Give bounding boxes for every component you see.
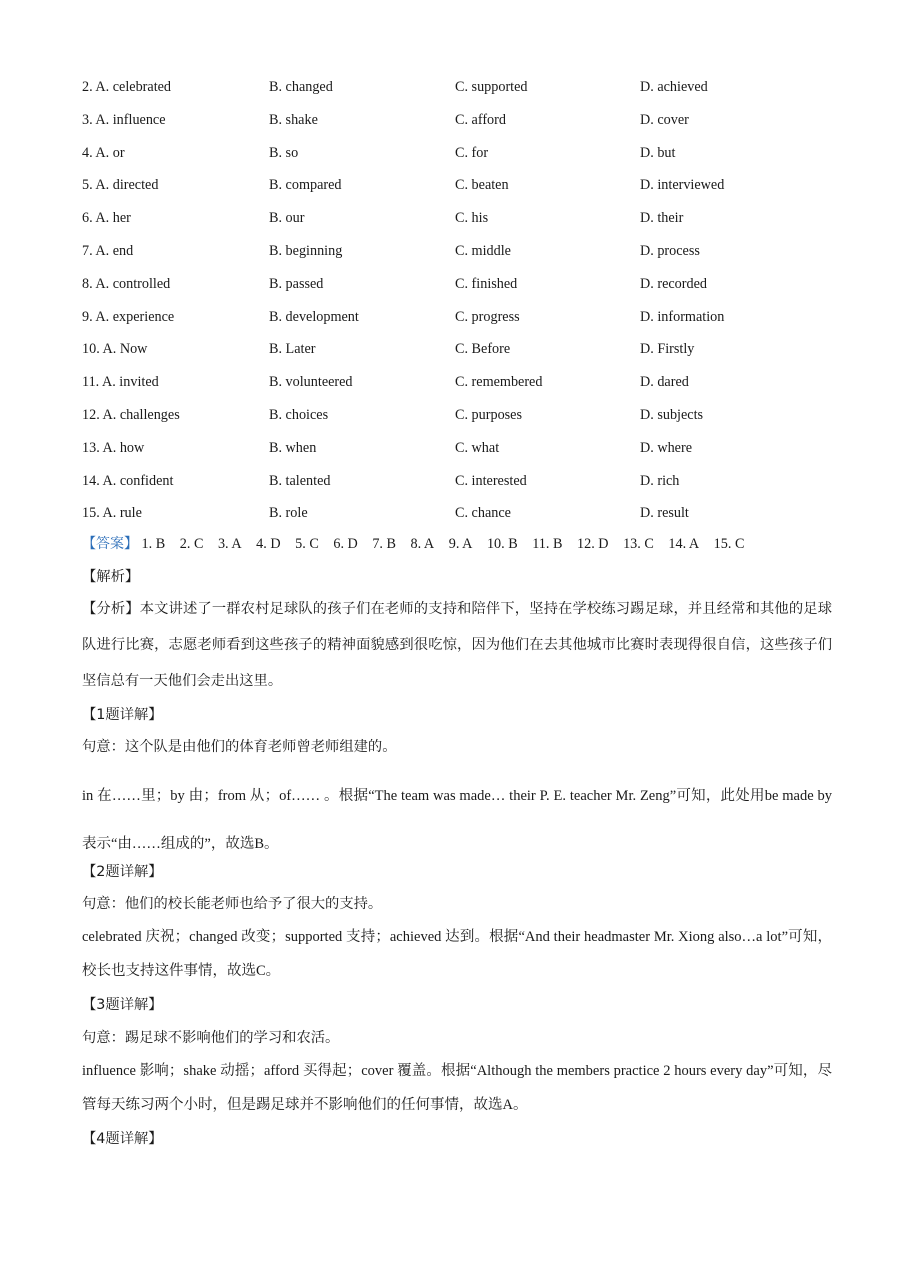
option-b: B. shake (269, 111, 318, 128)
option-b: B. Later (269, 341, 316, 358)
answer-line (82, 532, 755, 556)
option-a: 6. A. her (82, 210, 131, 227)
option-a: 9. A. experience (82, 308, 175, 325)
option-d: D. interviewed (640, 177, 725, 194)
option-b: B. compared (269, 177, 342, 194)
answer-item: 11. B (532, 536, 563, 552)
option-b: B. choices (269, 406, 329, 423)
analysis-summary: 【分析】本文讲述了一群农村足球队的孩子们在老师的支持和陪伴下，坚持在学校练习踢足球，并且经常和其他的足球队进行比赛，志愿老师看到这些孩子的精神面貌感到很吃惊，因为他们在去其他城市比赛时表现得很自信，这些孩子们坚信总有一天他们会走出这里。 (82, 601, 832, 689)
option-row-10 (82, 337, 862, 370)
option-row-12 (82, 403, 862, 436)
option-d: D. recorded (640, 275, 707, 292)
option-b: B. talented (269, 472, 331, 489)
option-d: D. but (640, 144, 676, 161)
option-a: 7. A. end (82, 242, 134, 259)
q3-title: 【3题详解】 (82, 997, 163, 1013)
option-b: B. beginning (269, 242, 343, 259)
option-d: D. cover (640, 111, 689, 128)
answer-item: 1. B (141, 536, 166, 552)
option-row-7 (82, 239, 862, 272)
option-d: D. where (640, 439, 692, 456)
option-c: C. afford (455, 111, 506, 128)
answer-item: 15. C (713, 536, 745, 552)
options-list (82, 75, 862, 534)
option-row-2 (82, 75, 862, 108)
option-d: D. information (640, 308, 725, 325)
q3-explanation: influence 影响；shake 动摇；afford 买得起；cover 覆盖。根据“Although the members practice 2 hours every day”可知，尽管每天练习两个小时，但是踢足球并不影响他们的任何事情，故选A。 (82, 1063, 832, 1113)
option-b: B. role (269, 505, 308, 522)
option-a: 2. A. celebrated (82, 79, 172, 95)
option-c: C. progress (455, 308, 520, 325)
option-row-4 (82, 141, 862, 174)
option-b: B. our (269, 210, 305, 227)
q2-title: 【2题详解】 (82, 864, 163, 880)
option-a: 4. A. or (82, 144, 125, 161)
option-b: B. so (269, 144, 299, 161)
option-c: C. middle (455, 242, 511, 259)
option-a: 15. A. rule (82, 505, 142, 522)
option-a: 10. A. Now (82, 341, 148, 358)
option-a: 11. A. invited (82, 374, 159, 391)
option-row-15 (82, 501, 862, 534)
option-c: C. interested (455, 472, 527, 489)
option-d: D. subjects (640, 406, 704, 423)
q2-meaning: 句意：他们的校长能老师也给予了很大的支持。 (82, 896, 383, 912)
q1-title: 【1题详解】 (82, 707, 163, 723)
answer-label: 【答案】 (82, 536, 138, 552)
answer-item: 14. A (668, 536, 700, 552)
option-b: B. volunteered (269, 374, 353, 391)
answer-item: 2. C (179, 536, 204, 552)
option-d: D. result (640, 505, 689, 522)
option-c: C. purposes (455, 406, 522, 423)
option-d: D. Firstly (640, 341, 695, 358)
option-b: B. when (269, 439, 317, 456)
option-c: C. his (455, 210, 489, 227)
option-c: C. beaten (455, 177, 509, 194)
option-c: C. finished (455, 275, 518, 292)
option-b: B. development (269, 308, 359, 325)
q1-meaning: 句意：这个队是由他们的体育老师曾老师组建的。 (82, 739, 397, 755)
answer-item: 9. A (448, 536, 473, 552)
answer-item: 6. D (333, 536, 358, 552)
option-d: D. process (640, 242, 700, 259)
option-d: D. achieved (640, 79, 708, 95)
option-c: C. what (455, 439, 500, 456)
answer-item: 10. B (486, 536, 518, 552)
answer-item: 5. C (295, 536, 319, 552)
answer-item: 12. D (577, 536, 609, 552)
option-a: 14. A. confident (82, 472, 174, 489)
answer-item: 3. A (217, 536, 242, 552)
option-a: 12. A. challenges (82, 406, 180, 423)
option-c: C. remembered (455, 374, 543, 391)
option-c: C. Before (455, 341, 511, 358)
option-row-9 (82, 305, 862, 338)
option-d: D. rich (640, 472, 680, 489)
q3-meaning: 句意：踢足球不影响他们的学习和农活。 (82, 1030, 340, 1046)
option-a: 8. A. controlled (82, 275, 171, 292)
option-d: D. dared (640, 374, 689, 391)
option-a: 3. A. influence (82, 111, 166, 128)
option-c: C. for (455, 144, 489, 161)
answer-item: 8. A (410, 536, 435, 552)
option-d: D. their (640, 210, 684, 227)
analysis-label: 【解析】 (82, 569, 140, 585)
q2-explanation: celebrated 庆祝；changed 改变；supported 支持；achieved 达到。根据“And their headmaster Mr. Xiong also…a lot”可知，校长也支持这件事情，故选C。 (82, 929, 832, 979)
option-b: B. changed (269, 79, 333, 95)
option-c: C. supported (455, 79, 528, 95)
option-a: 5. A. directed (82, 177, 159, 194)
option-a: 13. A. how (82, 439, 145, 456)
q4-title: 【4题详解】 (82, 1131, 163, 1147)
option-row-8 (82, 272, 862, 305)
option-c: C. chance (455, 505, 511, 522)
answer-item: 7. B (372, 536, 396, 552)
option-row-11 (82, 370, 862, 403)
q1-explanation: in 在……里；by 由；from 从；of…… 。根据“The team was made… their P. E. teacher Mr. Zeng”可知，此处用be made by 表示“由……组成的”，故选B。 (82, 788, 832, 852)
option-b: B. passed (269, 275, 324, 292)
option-row-6 (82, 206, 862, 239)
answer-item: 4. D (256, 536, 281, 552)
answer-item: 13. C (623, 536, 654, 552)
option-row-3 (82, 108, 862, 141)
option-row-13 (82, 436, 862, 469)
option-row-5 (82, 173, 862, 206)
option-row-14 (82, 469, 862, 502)
